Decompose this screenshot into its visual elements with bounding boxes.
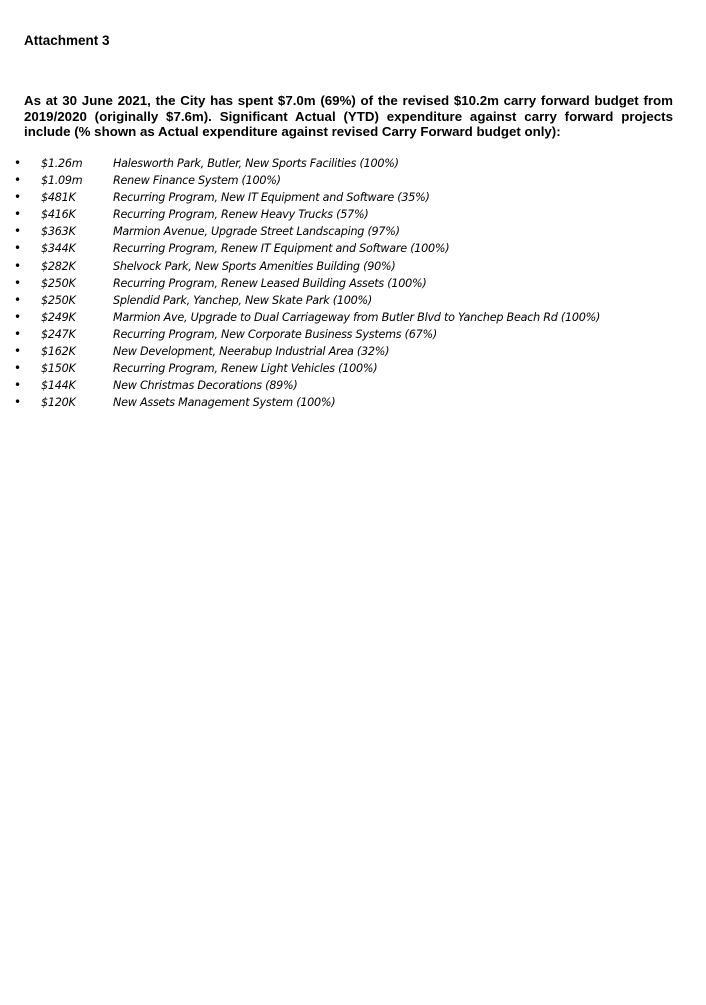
- item-amount: $416K: [41, 208, 76, 222]
- bullet-icon: •: [14, 207, 21, 222]
- item-description: New Development, Neerabup Industrial Area (32%): [113, 345, 390, 359]
- item-amount: $1.26m: [41, 157, 83, 170]
- item-description: Recurring Program, Renew Light Vehicles (100%): [113, 362, 378, 376]
- item-description: Recurring Program, Renew Leased Building Assets (100%): [113, 276, 427, 290]
- item-description: Marmion Avenue, Upgrade Street Landscaping (97%): [113, 225, 400, 239]
- item-description: Recurring Program, New Corporate Business Systems (67%): [113, 327, 437, 341]
- item-amount: $250K: [41, 276, 76, 290]
- item-description: Marmion Ave, Upgrade to Dual Carriageway from Butler Blvd to Yanchep Beach Rd (100%): [113, 310, 601, 324]
- bullet-icon: •: [14, 395, 21, 410]
- item-amount: $363K: [41, 225, 76, 239]
- item-amount: $120K: [41, 396, 76, 410]
- item-amount: $150K: [41, 362, 76, 376]
- item-amount: $249K: [41, 310, 76, 324]
- item-amount: $1.09m: [41, 174, 83, 188]
- bullet-icon: •: [14, 361, 21, 376]
- bullet-icon: •: [14, 258, 21, 273]
- bullet-icon: •: [14, 190, 21, 205]
- item-description: New Christmas Decorations (89%): [113, 379, 298, 393]
- bullet-icon: •: [14, 326, 21, 341]
- item-description: Halesworth Park, Butler, New Sports Facilities (100%): [113, 157, 399, 170]
- bullet-icon: •: [14, 292, 21, 307]
- item-amount: $481K: [41, 191, 76, 205]
- bullet-icon: •: [14, 378, 21, 393]
- bullet-icon: •: [14, 344, 21, 359]
- item-amount: $144K: [41, 379, 76, 393]
- item-amount: $162K: [41, 345, 76, 359]
- bullet-icon: •: [14, 173, 21, 188]
- item-description: New Assets Management System (100%): [113, 396, 336, 410]
- item-description: Recurring Program, New IT Equipment and Software (35%): [113, 191, 430, 205]
- item-description: Recurring Program, Renew Heavy Trucks (57%): [113, 208, 369, 222]
- bullet-icon: •: [14, 241, 21, 256]
- bullet-icon: •: [14, 156, 21, 170]
- item-description: Shelvock Park, New Sports Amenities Building (90%): [113, 259, 396, 273]
- item-description: Renew Finance System (100%): [113, 174, 281, 188]
- item-amount: $344K: [41, 242, 76, 256]
- item-description: Recurring Program, Renew IT Equipment and Software (100%): [113, 242, 450, 256]
- intro-paragraph: As at 30 June 2021, the City has spent $7.0m (69%) of the revised $10.2m carry forward budget from 2019/2020 (originally $7.6m). Significant Actual (YTD) expenditure against carry forward projects include (% shown as Actual expenditure against revised Carry Forward budget only):: [24, 93, 673, 139]
- bullet-icon: •: [14, 309, 21, 324]
- item-amount: $247K: [41, 327, 76, 341]
- item-amount: $282K: [41, 259, 76, 273]
- bullet-icon: •: [14, 275, 21, 290]
- bullet-icon: •: [14, 224, 21, 239]
- item-amount: $250K: [41, 293, 76, 307]
- item-description: Splendid Park, Yanchep, New Skate Park (100%): [113, 293, 372, 307]
- attachment-title: Attachment 3: [24, 33, 110, 48]
